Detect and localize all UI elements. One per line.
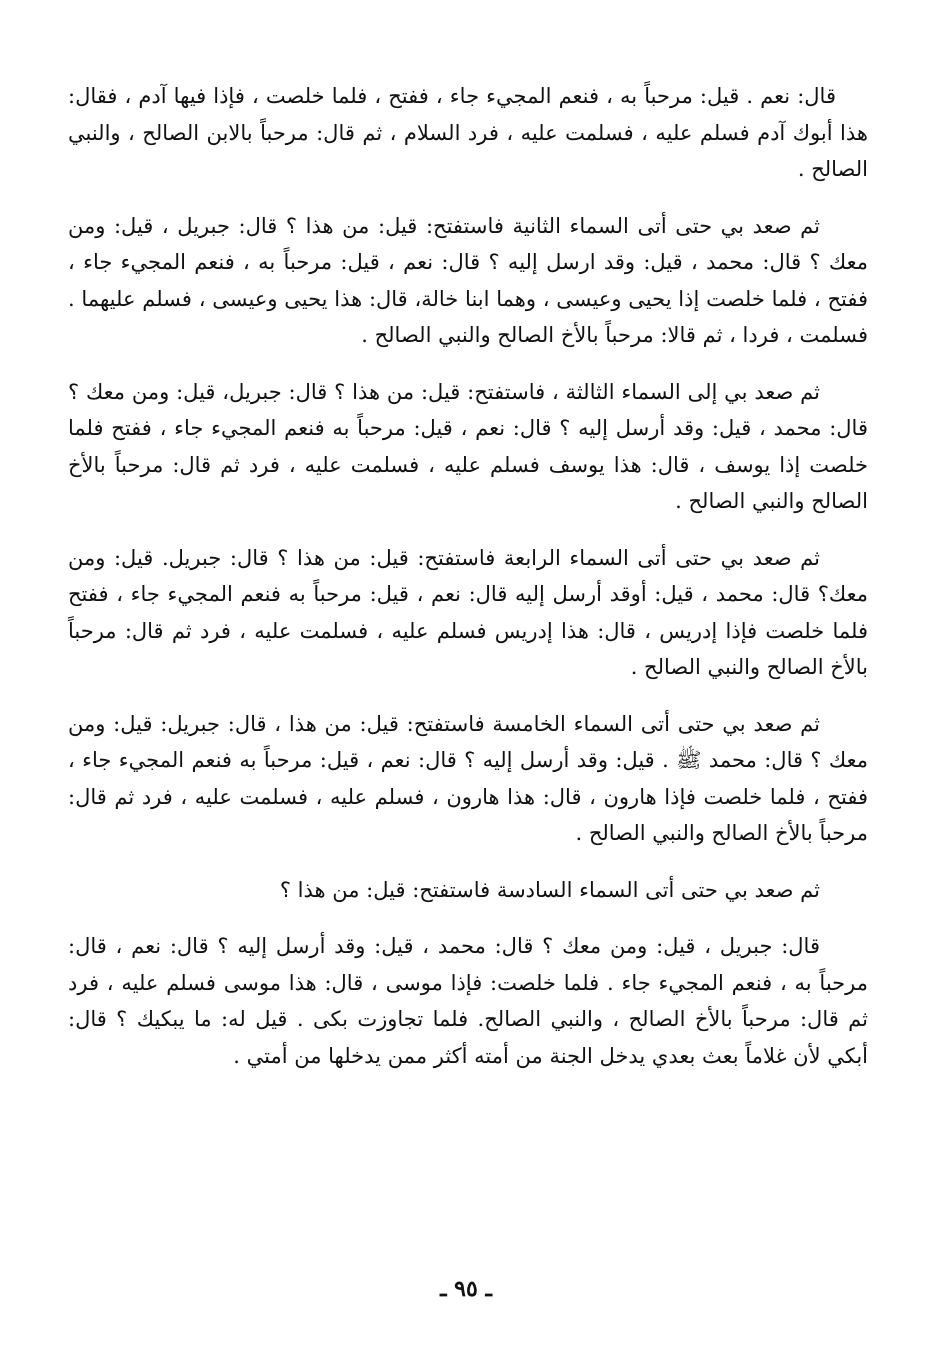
paragraph-7: قال: جبريل ، قيل: ومن معك ؟ قال: محمد ، قيل: وقد أرسل إليه ؟ قال: نعم ، قال: مرحباً به ، فنعم المجيء جاء . فلما خلصت: فإذا موسى ، قال: هذا موسى فسلم عليه ، فرد ثم قال: مرحباً بالأخ الصالح ، والنبي الصالح. فلما تجاوزت بكى . قيل له: ما يبكيك ؟ قال: أبكي لأن غلاماً بعث بعدي يدخل الجنة من أمته أكثر ممن يدخلها من أمتي . [68,934,868,1068]
paragraph-5: ثم صعد بي حتى أتى السماء الخامسة فاستفتح: قيل: من هذا ، قال: جبريل: قيل: ومن معك ؟ قال: محمد ﷺ . قيل: وقد أرسل إليه ؟ قال: نعم ، قيل: مرحباً به فنعم المجيء جاء ، ففتح ، فلما خلصت فإذا هارون ، قال: هذا هارون ، فسلم عليه ، فسلمت عليه ، فرد ثم قال: مرحباً بالأخ الصالح والنبي الصالح . [68,711,868,845]
paragraph-1: قال: نعم . قيل: مرحباً به ، فنعم المجيء جاء ، ففتح ، فلما خلصت ، فإذا فيها آدم ، فقال: هذا أبوك آدم فسلم عليه ، فسلمت عليه ، فرد السلام ، ثم قال: مرحباً بالابن الصالح ، والنبي الصالح . [68,84,868,181]
paragraph-3: ثم صعد بي إلى السماء الثالثة ، فاستفتح: قيل: من هذا ؟ قال: جبريل، قيل: ومن معك ؟ قال: محمد ، قيل: وقد أرسل إليه ؟ قال: نعم ، قيل: مرحباً به فنعم المجيء جاء ، ففتح فلما خلصت إذا يوسف ، قال: هذا يوسف فسلم عليه ، فسلمت عليه ، فرد ثم قال: مرحباً بالأخ الصالح والنبي الصالح . [68,379,868,513]
page-number: ـ ٩٥ ـ [440,1276,492,1302]
paragraph-2: ثم صعد بي حتى أتى السماء الثانية فاستفتح: قيل: من هذا ؟ قال: جبريل ، قيل: ومن معك ؟ قال: محمد ، قيل: وقد ارسل إليه ؟ قال: نعم ، قيل: مرحباً به ، فنعم المجيء جاء ، ففتح ، فلما خلصت إذا يحيى وعيسى ، وهما ابنا خالة، قال: هذا يحيى وعيسى ، فسلم عليهما . فسلمت ، فردا ، ثم قالا: مرحباً بالأخ الصالح والنبي الصالح . [68,213,868,347]
paragraph-4: ثم صعد بي حتى أتى السماء الرابعة فاستفتح: قيل: من هذا ؟ قال: جبريل. قيل: ومن معك؟ قال: محمد ، قيل: أوقد أرسل إليه قال: نعم ، قيل: مرحباً به فنعم المجيء جاء ، ففتح فلما خلصت فإذا إدريس ، قال: هذا إدريس فسلم عليه ، فسلمت عليه ، فرد ثم قال: مرحباً بالأخ الصالح والنبي الصالح . [68,545,868,679]
page-body [68,78,868,1094]
paragraph-6: ثم صعد بي حتى أتى السماء السادسة فاستفتح: قيل: من هذا ؟ [279,877,820,902]
